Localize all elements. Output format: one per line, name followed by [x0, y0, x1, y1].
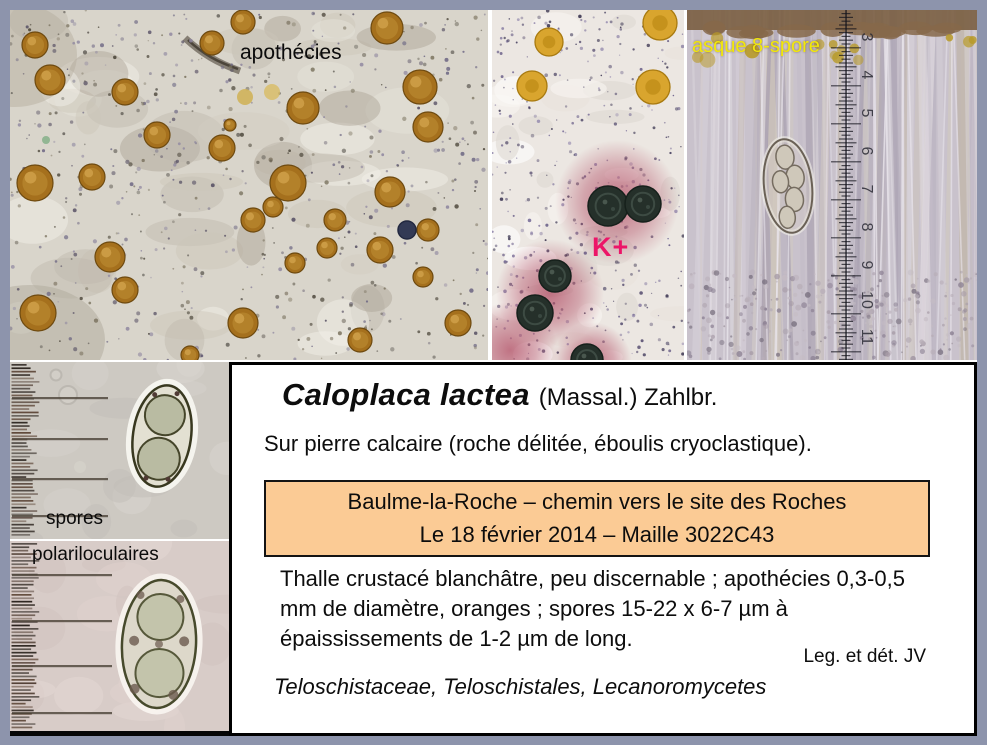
apothecia-label: apothécies	[240, 41, 342, 64]
spores-label: spores	[46, 508, 104, 529]
ascus-label: asque 8-spore	[692, 35, 820, 57]
photo-spore-top	[10, 362, 229, 539]
species-name: Caloplaca lactea	[282, 377, 530, 412]
scale-number: 4	[858, 70, 875, 80]
scale-number: 9	[858, 260, 875, 270]
scale-number: 7	[858, 184, 875, 194]
scale-number: 3	[858, 32, 875, 42]
location-box	[264, 480, 930, 557]
bottom-divider	[10, 731, 232, 736]
photo-k-reaction	[492, 10, 684, 360]
photo-apothecia-macro	[10, 10, 488, 360]
scale-number: 6	[858, 146, 875, 156]
description-text: Thalle crustacé blanchâtre, peu discernable ; apothécies 0,3-0,5 mm de diamètre, oranges ; spores 15-22 x 6-7 µm à épaississements de 1-2 µm de long.	[280, 566, 905, 651]
info-panel	[229, 362, 977, 736]
scale-number: 8	[858, 222, 875, 232]
scale-number: 11	[858, 328, 875, 346]
species-authority: (Massal.) Zahlbr.	[538, 384, 718, 411]
photo-ascus-micro	[687, 10, 977, 360]
scale-number: 10	[858, 291, 875, 309]
location-line: Baulme-la-Roche – chemin vers le site des Roches	[347, 489, 847, 514]
date-grid-line: Le 18 février 2014 – Maille 3022C43	[419, 522, 775, 547]
photo-spore-bottom	[10, 541, 229, 731]
title-row	[282, 377, 717, 413]
substrate-text: Sur pierre calcaire (roche délitée, éboulis cryoclastique).	[264, 431, 812, 456]
scale-number: 5	[858, 108, 875, 118]
polarilocular-label: polariloculaires	[32, 544, 159, 565]
collector-credit: Leg. et dét. JV	[803, 646, 926, 667]
k-plus-label: K+	[592, 232, 630, 262]
taxonomy-line: Teloschistaceae, Teloschistales, Lecanoromycetes	[274, 674, 767, 699]
